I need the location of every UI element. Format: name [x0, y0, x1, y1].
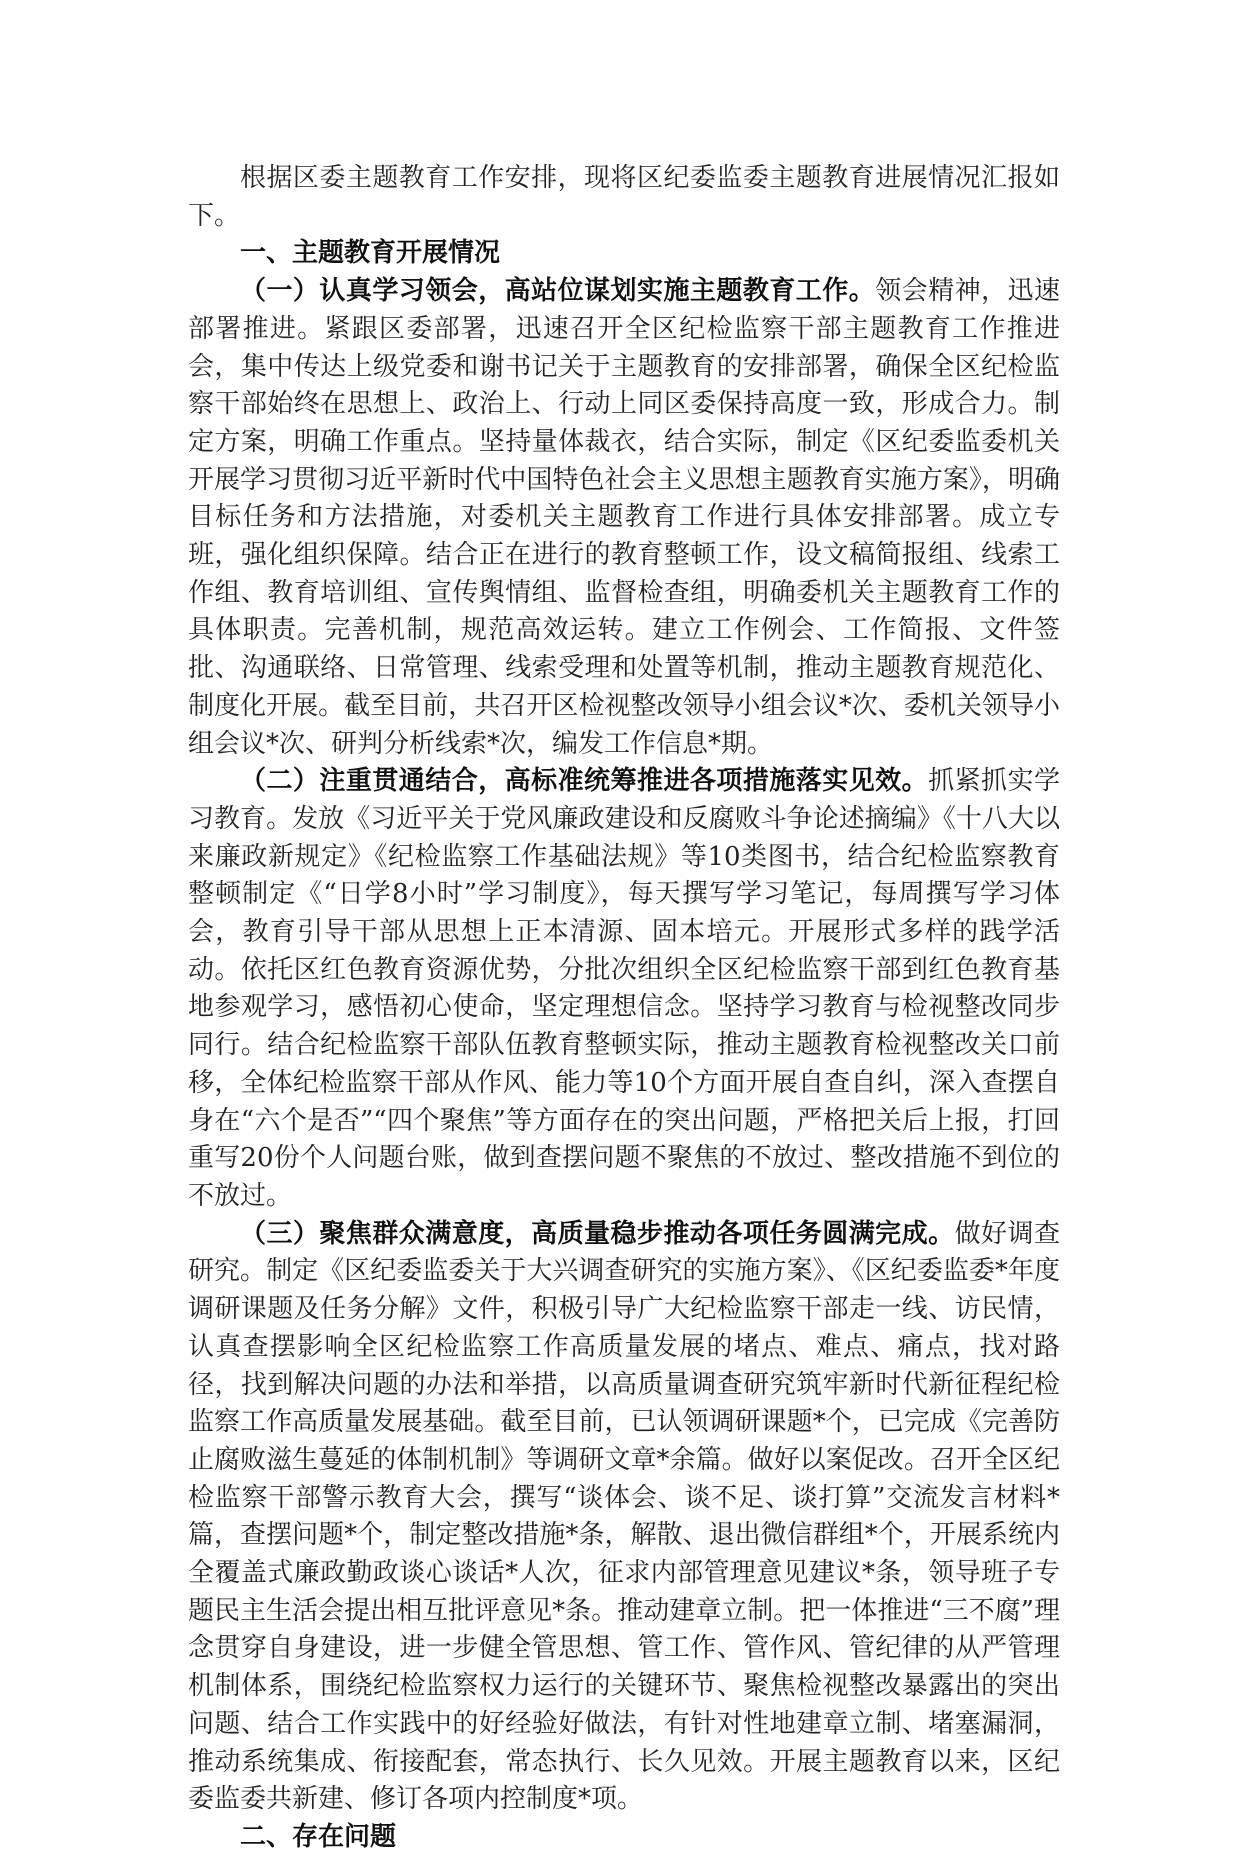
subsection-1-paragraph: [188, 273, 1060, 763]
subsection-2-paragraph: [188, 763, 1060, 1215]
subsection-1-body: 领会精神，迅速部署推进。紧跟区委部署，迅速召开全区纪检监察干部主题教育工作推进会，集中传达上级党委和谢书记关于主题教育的安排部署，确保全区纪检监察干部始终在思想上、政治上、行动上同区委保持高度一致，形成合力。制定方案，明确工作重点。坚持量体裁衣，结合实际，制定《区纪委监委机关开展学习贯彻习近平新时代中国特色社会主义思想主题教育实施方案》，明确目标任务和方法措施，对委机关主题教育工作进行具体安排部署。成立专班，强化组织保障。结合正在进行的教育整顿工作，设文稿简报组、线索工作组、教育培训组、宣传舆情组、监督检查组，明确委机关主题教育工作的具体职责。完善机制，规范高效运转。建立工作例会、工作简报、文件签批、沟通联络、日常管理、线索受理和处置等机制，推动主题教育规范化、制度化开展。截至目前，共召开区检视整改领导小组会议*次、委机关领导小组会议*次、研判分析线索*次，编发工作信息*期。: [188, 276, 1060, 759]
subsection-1-lead: （一）认真学习领会，高站位谋划实施主题教育工作。: [240, 276, 876, 307]
subsection-3-lead: （三）聚焦群众满意度，高质量稳步推动各项任务圆满完成。: [240, 1218, 955, 1249]
section-heading-2: 二、存在问题: [240, 1821, 397, 1852]
intro-paragraph: 根据区委主题教育工作安排，现将区纪委监委主题教育进展情况汇报如下。: [188, 163, 1060, 231]
document-body: [188, 160, 1060, 1857]
section-heading-1: 一、主题教育开展情况: [240, 238, 501, 269]
subsection-3-body: 做好调查研究。制定《区纪委监委关于大兴调查研究的实施方案》、《区纪委监委*年度调研课题及任务分解》文件，积极引导广大纪检监察干部走一线、访民情，认真查摆影响全区纪检监察工作高质量发展的堵点、难点、痛点，找对路径，找到解决问题的办法和举措，以高质量调查研究筑牢新时代新征程纪检监察工作高质量发展基础。截至目前，已认领调研课题*个，已完成《完善防止腐败滋生蔓延的体制机制》等调研文章*余篇。做好以案促改。召开全区纪检监察干部警示教育大会，撰写“谈体会、谈不足、谈打算”交流发言材料*篇，查摆问题*个，制定整改措施*条，解散、退出微信群组*个，开展系统内全覆盖式廉政勤政谈心谈话*人次，征求内部管理意见建议*条，领导班子专题民主生活会提出相互批评意见*条。推动建章立制。把一体推进“三不腐”理念贯穿自身建设，进一步健全管思想、管工作、管作风、管纪律的从严管理机制体系，围绕纪检监察权力运行的关键环节、聚焦检视整改暴露出的突出问题、结合工作实践中的好经验好做法，有针对性地建章立制、堵塞漏洞，推动系统集成、衔接配套，常态执行、长久见效。开展主题教育以来，区纪委监委共新建、修订各项内控制度*项。: [188, 1218, 1060, 1815]
subsection-2-body: 抓紧抓实学习教育。发放《习近平关于党风廉政建设和反腐败斗争论述摘编》《十八大以来廉政新规定》《纪检监察工作基础法规》等10类图书，结合纪检监察教育整顿制定《“日学8小时”学习制度》，每天撰写学习笔记，每周撰写学习体会，教育引导干部从思想上正本清源、固本培元。开展形式多样的践学活动。依托区红色教育资源优势，分批次组织全区纪检监察干部到红色教育基地参观学习，感悟初心使命，坚定理想信念。坚持学习教育与检视整改同步同行。结合纪检监察干部队伍教育整顿实际，推动主题教育检视整改关口前移，全体纪检监察干部从作风、能力等10个方面开展自查自纠，深入查摆自身在“六个是否”“四个聚焦”等方面存在的突出问题，严格把关后上报，打回重写20份个人问题台账，做到查摆问题不聚焦的不放过、整改措施不到位的不放过。: [188, 766, 1060, 1211]
subsection-2-lead: （二）注重贯通结合，高标准统筹推进各项措施落实见效。: [240, 766, 929, 797]
subsection-3-paragraph: [188, 1216, 1060, 1819]
